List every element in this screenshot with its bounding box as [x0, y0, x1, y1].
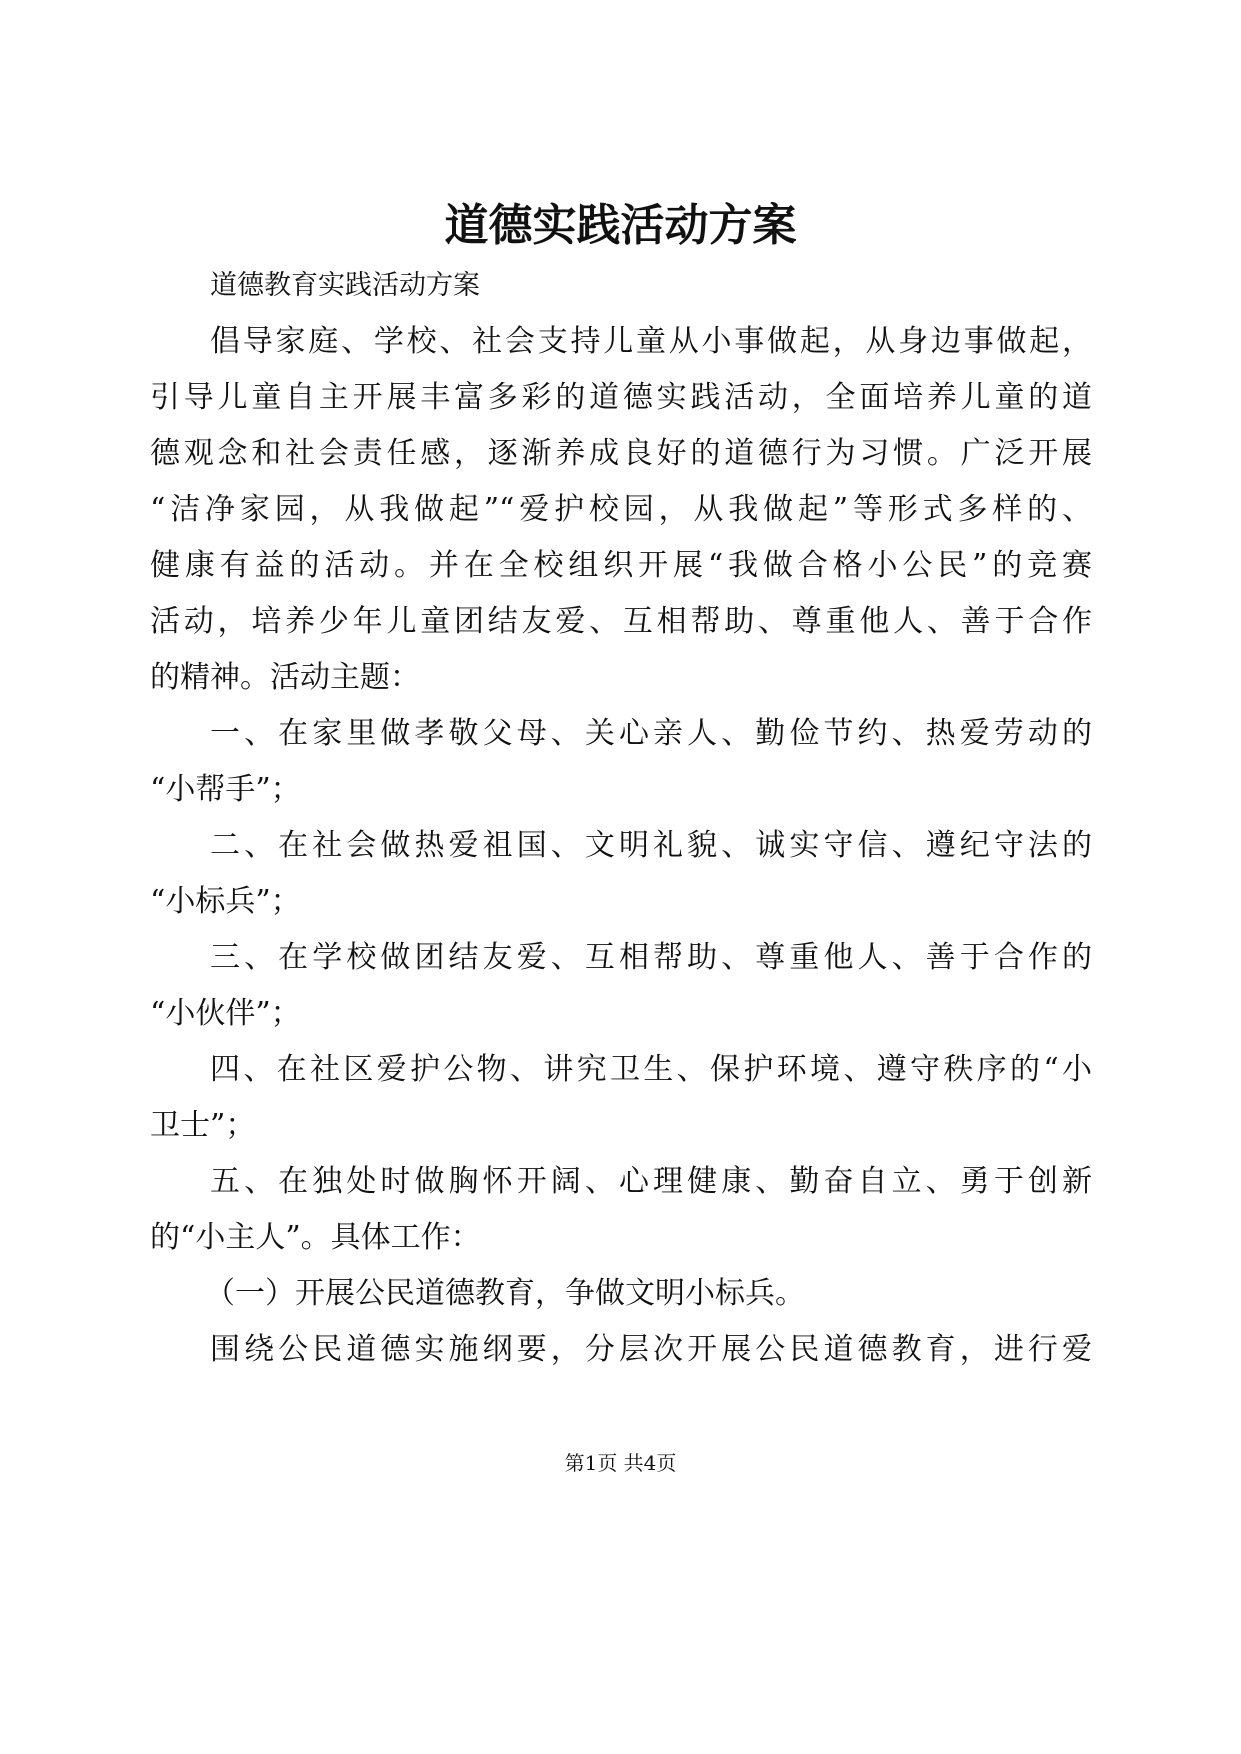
paragraph-line: “洁净家园，从我做起”“爱护校园，从我做起”等形式多样的、 [150, 492, 1092, 527]
section-heading: （一）开展公民道德教育，争做文明小标兵。 [205, 1276, 805, 1311]
theme-item-5: 五、在独处时做胸怀开阔、心理健康、勤奋自立、勇于创新 [210, 1164, 1092, 1199]
document-title: 道德实践活动方案 [444, 200, 797, 251]
subtitle: 道德教育实践活动方案 [210, 270, 480, 301]
paragraph-line: 的精神。活动主题： [150, 660, 420, 695]
theme-item-4-end: 卫士”； [150, 1108, 256, 1143]
theme-item-3-end: “小伙伴”； [150, 996, 301, 1031]
paragraph-line: 围绕公民道德实施纲要，分层次开展公民道德教育，进行爱 [210, 1332, 1092, 1367]
theme-item-1: 一、在家里做孝敬父母、关心亲人、勤俭节约、热爱劳动的 [210, 716, 1092, 751]
theme-item-3: 三、在学校做团结友爱、互相帮助、尊重他人、善于合作的 [210, 940, 1092, 975]
theme-item-4: 四、在社区爱护公物、讲究卫生、保护环境、遵守秩序的“小 [210, 1052, 1092, 1087]
theme-item-2: 二、在社会做热爱祖国、文明礼貌、诚实守信、遵纪守法的 [210, 828, 1092, 863]
theme-item-1-end: “小帮手”； [150, 772, 301, 807]
paragraph-line: 健康有益的活动。并在全校组织开展“我做合格小公民”的竞赛 [150, 548, 1092, 583]
paragraph-line: 活动，培养少年儿童团结友爱、互相帮助、尊重他人、善于合作 [150, 604, 1092, 639]
document-body [150, 258, 1092, 1378]
paragraph-line: 德观念和社会责任感，逐渐养成良好的道德行为习惯。广泛开展 [150, 436, 1092, 471]
paragraph-line: 引导儿童自主开展丰富多彩的道德实践活动，全面培养儿童的道 [150, 380, 1092, 415]
theme-item-5-end: 的“小主人”。具体工作： [150, 1220, 481, 1255]
page-footer: 第1页 共4页 [564, 1451, 677, 1475]
theme-item-2-end: “小标兵”； [150, 884, 301, 919]
paragraph-line: 倡导家庭、学校、社会支持儿童从小事做起，从身边事做起， [210, 324, 1092, 359]
